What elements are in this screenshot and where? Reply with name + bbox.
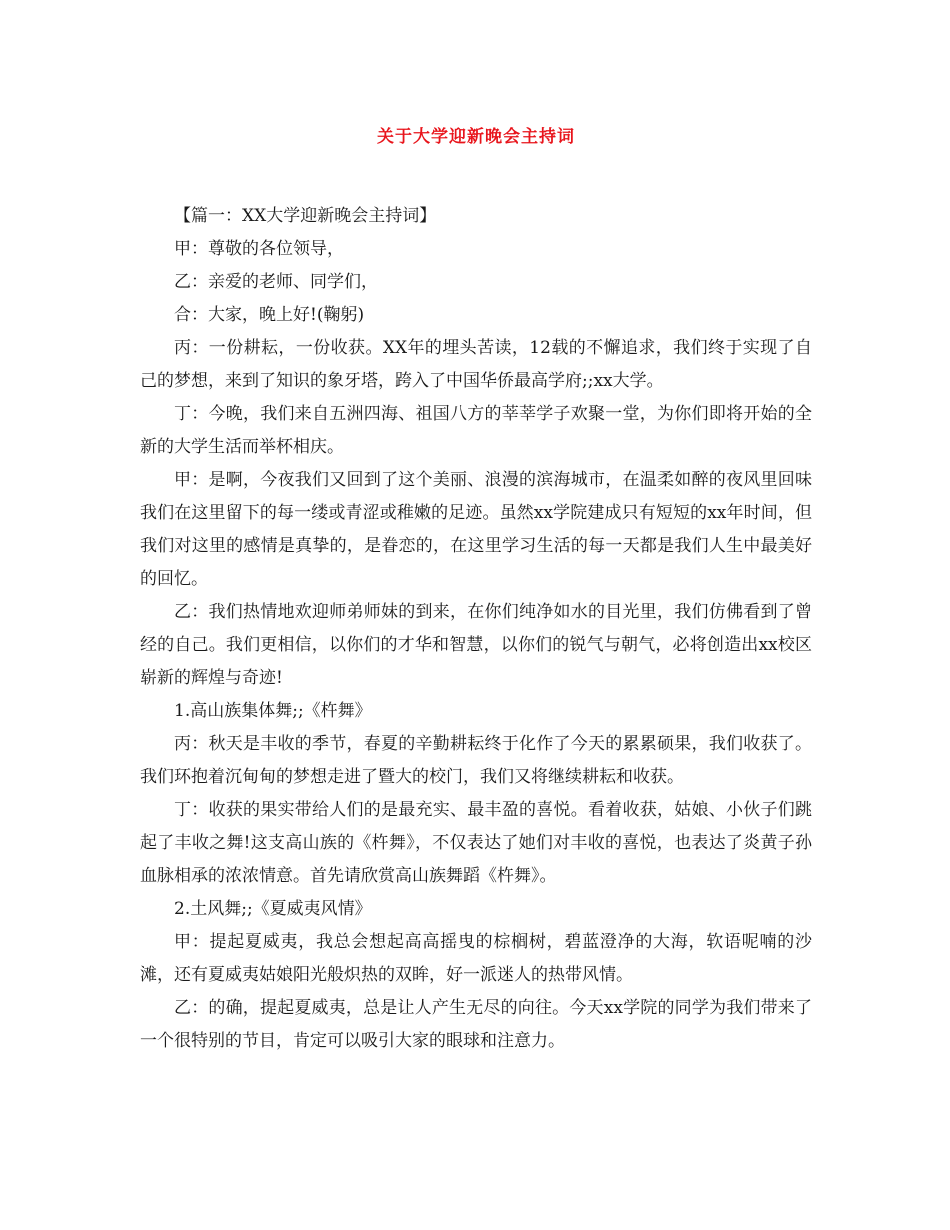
paragraph: 甲：是啊，今夜我们又回到了这个美丽、浪漫的滨海城市，在温柔如醉的夜风里回味我们在这里留下的每一缕或青涩或稚嫩的足迹。虽然xx学院建成只有短短的xx年时间，但我们对这里的感情是真挚的，是眷恋的，在这里学习生活的每一天都是我们人生中最美好的回忆。: [140, 470, 812, 589]
paragraph: 【篇一：XX大学迎新晚会主持词】: [174, 206, 437, 226]
paragraph: 丁：收获的果实带给人们的是最充实、最丰盈的喜悦。看着收获，姑娘、小伙子们跳起了丰收之舞!这支高山族的《杵舞》，不仅表达了她们对丰收的喜悦，也表达了炎黄子孙血脉相承的浓浓情意。首先请欣赏高山族舞蹈《杵舞》。: [140, 800, 812, 886]
paragraph: 丙：秋天是丰收的季节，春夏的辛勤耕耘终于化作了今天的累累硕果，我们收获了。我们环抱着沉甸甸的梦想走进了暨大的校门，我们又将继续耕耘和收获。: [140, 734, 812, 787]
document-title: 关于大学迎新晚会主持词: [377, 127, 575, 147]
paragraph: 合：大家，晚上好!(鞠躬): [174, 305, 365, 325]
paragraph: 丁：今晚，我们来自五洲四海、祖国八方的莘莘学子欢聚一堂，为你们即将开始的全新的大学生活而举杯相庆。: [140, 404, 812, 457]
document-body: [140, 200, 812, 1058]
paragraph: 丙：一份耕耘，一份收获。XX年的埋头苦读，12载的不懈追求，我们终于实现了自己的梦想，来到了知识的象牙塔，跨入了中国华侨最高学府;;xx大学。: [140, 338, 812, 391]
paragraph: 甲：提起夏威夷，我总会想起高高摇曳的棕榈树，碧蓝澄净的大海，软语呢喃的沙滩，还有夏威夷姑娘阳光般炽热的双眸，好一派迷人的热带风情。: [140, 932, 812, 985]
paragraph: 甲：尊敬的各位领导，: [174, 239, 344, 259]
program-item-heading: 1.高山族集体舞;;《杵舞》: [174, 701, 372, 721]
paragraph: 乙：亲爱的老师、同学们，: [174, 272, 378, 292]
paragraph: 乙：我们热情地欢迎师弟师妹的到来，在你们纯净如水的目光里，我们仿佛看到了曾经的自己。我们更相信，以你们的才华和智慧，以你们的锐气与朝气，必将创造出xx校区崭新的辉煌与奇迹!: [140, 602, 812, 688]
paragraph: 乙：的确，提起夏威夷，总是让人产生无尽的向往。今天xx学院的同学为我们带来了一个很特别的节目，肯定可以吸引大家的眼球和注意力。: [140, 998, 812, 1051]
document-page: [140, 0, 812, 1058]
program-item-heading: 2.土风舞;;《夏威夷风情》: [174, 899, 372, 919]
